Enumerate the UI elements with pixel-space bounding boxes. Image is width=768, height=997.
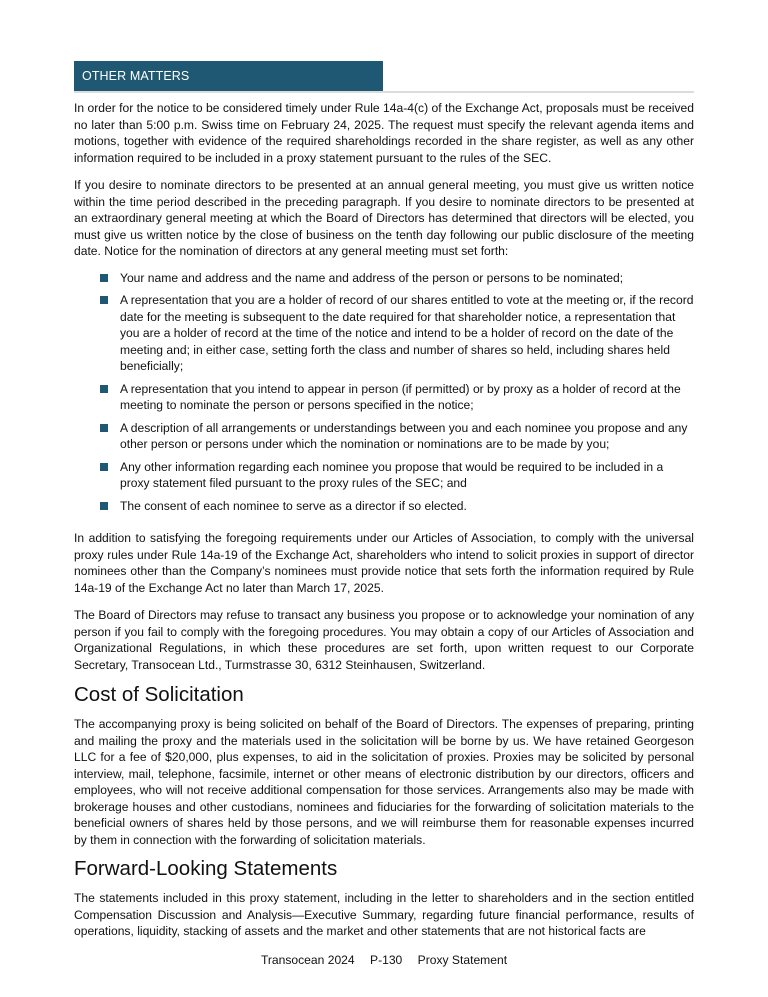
paragraph-universal-proxy: In addition to satisfying the foregoing requirements under our Articles of Association, to comply with the universal proxy rules under Rule 14a-19 of the Exchange Act, shareholders who intend to solicit proxies in support of director nominees other than the Company’s nominees must provide notice that sets forth the information required by Rule 14a-19 of the Exchange Act no later than March 17, 2025. — [74, 531, 694, 595]
bullet-square-icon — [100, 296, 108, 304]
bullet-square-icon — [100, 502, 108, 510]
section-header — [74, 61, 694, 92]
paragraph-forward-looking: The statements included in this proxy statement, including in the letter to shareholders and in the section entitled Compensation Discussion and Analysis—Executive Summary, regarding future financial performance, results of operations, liquidity, stacking of assets and the market and other statements that are not historical facts are — [74, 891, 694, 938]
document-page — [74, 61, 694, 940]
list-item: Your name and address and the name and address of the person or persons to be nominated; — [100, 270, 694, 287]
paragraph-nominate-directors: If you desire to nominate directors to be presented at an annual general meeting, you must give us written notice within the time period described in the preceding paragraph. If you desire to nominate directors to be presented at an extraordinary general meeting at which the Board of Directors has determined that directors will be elected, you must give us written notice by the close of business on the tenth day following our public disclosure of the meeting date. Notice for the nomination of directors at any general meeting must set forth: — [74, 178, 694, 258]
paragraph-timely-notice: In order for the notice to be considered timely under Rule 14a-4(c) of the Exchange Act, proposals must be received no later than 5:00 p.m. Swiss time on February 24, 2025. The request must specify the relevant agenda items and motions, together with evidence of the required shareholdings recorded in the share register, as well as any other information required to be included in a proxy statement pursuant to the rules of the SEC. — [74, 101, 694, 165]
list-item: A description of all arrangements or understandings between you and each nominee you propose and any other person or persons under which the nomination or nominations are to be made by you; — [100, 420, 694, 453]
section-divider — [74, 91, 694, 93]
list-item: The consent of each nominee to serve as a director if so elected. — [100, 498, 694, 515]
page-footer — [0, 953, 768, 967]
paragraph-cost-of-solicitation: The accompanying proxy is being solicited on behalf of the Board of Directors. The expenses of preparing, printing and mailing the proxy and the materials used in the solicitation will be borne by us. We have retained Georgeson LLC for a fee of $20,000, plus expenses, to aid in the solicitation of proxies. Proxies may be solicited by personal interview, mail, telephone, facsimile, internet or other means of electronic distribution by our directors, officers and employees, who will not receive additional compensation for those services. Arrangements also may be made with brokerage houses and other custodians, nominees and fiduciaries for the forwarding of solicitation materials to the beneficial owners of shares held by those persons, and we will reimburse them for reasonable expenses incurred by them in connection with the forwarding of solicitation materials. — [74, 717, 694, 847]
bullet-square-icon — [100, 424, 108, 432]
section-title-band: OTHER MATTERS — [74, 61, 383, 91]
footer-document-title: Proxy Statement — [417, 953, 508, 967]
footer-company-year: Transocean 2024 — [260, 953, 355, 967]
footer-page-number: P-130 — [370, 953, 403, 967]
bullet-square-icon — [100, 274, 108, 282]
bullet-square-icon — [100, 463, 108, 471]
bullet-square-icon — [100, 385, 108, 393]
list-item: A representation that you intend to appear in person (if permitted) or by proxy as a holder of record at the meeting to nominate the person or persons specified in the notice; — [100, 381, 694, 414]
list-item: A representation that you are a holder of record of our shares entitled to vote at the meeting or, if the record date for the meeting is subsequent to the date required for that shareholder notice, a representation that you are a holder of record at the time of the notice and intend to be a holder of record on the date of the meeting and; in either case, setting forth the class and number of shares so held, including shares held beneficially; — [100, 292, 694, 375]
heading-cost-of-solicitation: Cost of Solicitation — [74, 683, 244, 706]
nomination-requirements-list — [74, 270, 694, 515]
heading-forward-looking-statements: Forward-Looking Statements — [74, 857, 338, 880]
list-item: Any other information regarding each nominee you propose that would be required to be included in a proxy statement filed pursuant to the proxy rules of the SEC; and — [100, 459, 694, 492]
paragraph-board-refusal: The Board of Directors may refuse to transact any business you propose or to acknowledge your nomination of any person if you fail to comply with the foregoing procedures. You may obtain a copy of our Articles of Association and Organizational Regulations, in which these procedures are set forth, upon written request to our Corporate Secretary, Transocean Ltd., Turmstrasse 30, 6312 Steinhausen, Switzerland. — [74, 608, 694, 672]
